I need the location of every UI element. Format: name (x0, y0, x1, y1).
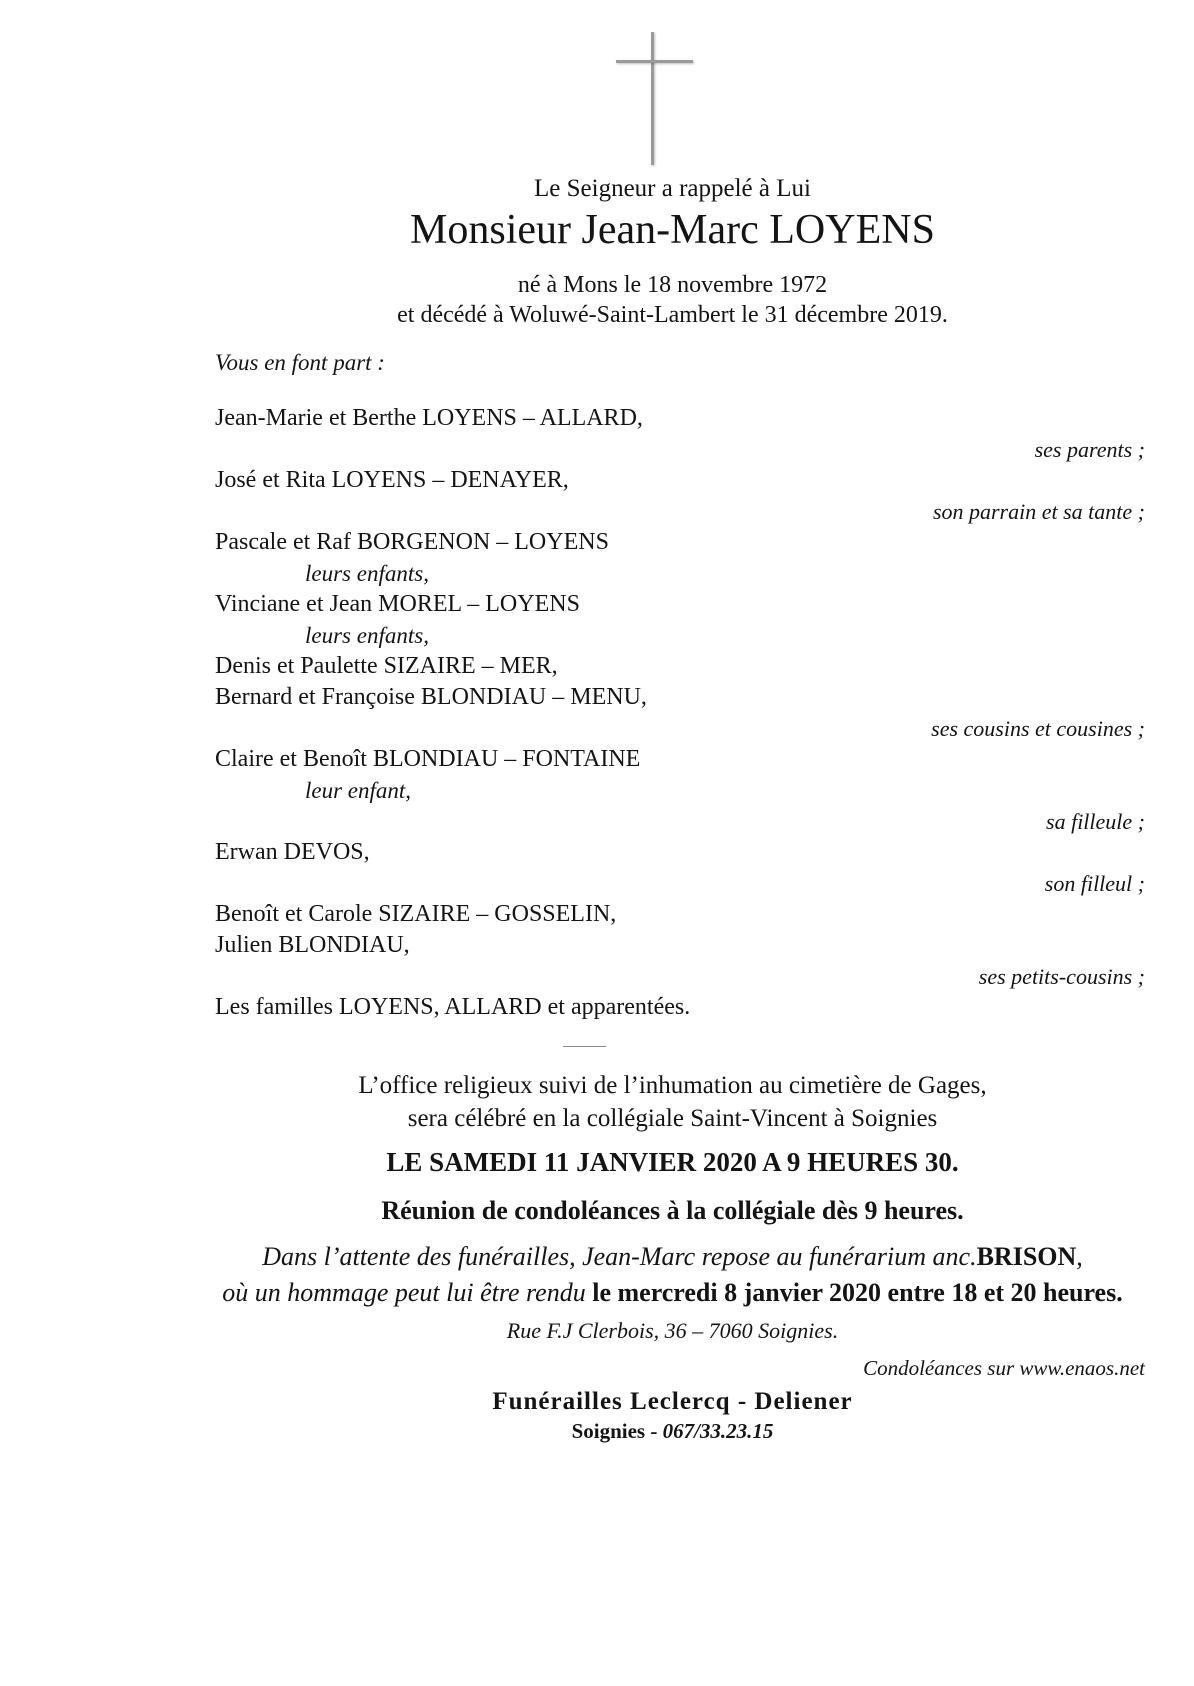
relation-label: ses cousins et cousines ; (931, 716, 1145, 741)
family-line: Denis et Paulette SIZAIRE – MER, (215, 653, 558, 679)
relation-label: son filleul ; (1044, 871, 1145, 896)
family-line: leurs enfants, (305, 561, 429, 586)
family-line: Bernard et Françoise BLONDIAU – MENU, (215, 684, 647, 710)
funeral-home-contact (215, 1419, 1130, 1444)
family-line: Les familles LOYENS, ALLARD et apparentées. (215, 994, 691, 1020)
funeral-home-city: Soignies - (571, 1419, 663, 1443)
family-list (215, 403, 1145, 1023)
family-line: leur enfant, (305, 778, 412, 803)
funeral-home-phone: 067/33.23.15 (662, 1419, 774, 1443)
family-line: Jean-Marie et Berthe LOYENS – ALLARD, (215, 405, 643, 431)
family-line: Benoît et Carole SIZAIRE – GOSSELIN, (215, 901, 617, 927)
family-line: José et Rita LOYENS – DENAYER, (215, 467, 569, 493)
family-line: leurs enfants, (305, 623, 429, 648)
family-line: Pascale et Raf BORGENON – LOYENS (215, 529, 609, 555)
funeral-home-name: Funérailles Leclercq - Deliener (492, 1388, 853, 1415)
repose-comma: , (1076, 1242, 1083, 1271)
funerarium-name: BRISON (976, 1242, 1077, 1271)
announcement-intro: Vous en font part : (215, 350, 385, 375)
office-line-1: L’office religieux suivi de l’inhumation au cimetière de Gages, (358, 1072, 987, 1099)
relation-label: ses petits-cousins ; (978, 964, 1145, 989)
cross-icon-bar (616, 60, 693, 63)
death-line: et décédé à Woluwé-Saint-Lambert le 31 décembre 2019. (397, 302, 948, 328)
family-line: Erwan DEVOS, (215, 839, 370, 865)
funerarium-address: Rue F.J Clerbois, 36 – 7060 Soignies. (506, 1318, 839, 1343)
homage-line (215, 1278, 1130, 1308)
relation-label: sa filleule ; (1046, 809, 1145, 834)
ceremony-date-line: LE SAMEDI 11 JANVIER 2020 A 9 HEURES 30. (386, 1147, 959, 1177)
relation-label: son parrain et sa tante ; (932, 499, 1145, 524)
invocation-line: Le Seigneur a rappelé à Lui (534, 175, 811, 202)
deceased-name: Monsieur Jean-Marc LOYENS (410, 207, 935, 253)
family-line: Julien BLONDIAU, (215, 932, 410, 958)
relation-label: ses parents ; (1034, 437, 1145, 462)
condolence-meeting-line: Réunion de condoléances à la collégiale dès 9 heures. (381, 1196, 964, 1225)
online-condolences-line: Condoléances sur www.enaos.net (863, 1356, 1145, 1380)
repose-text: Dans l’attente des funérailles, Jean-Marc repose au funérarium anc. (262, 1242, 977, 1271)
family-line: Vinciane et Jean MOREL – LOYENS (215, 591, 580, 617)
birth-line: né à Mons le 18 novembre 1972 (517, 272, 828, 298)
office-line-2: sera célébré en la collégiale Saint-Vincent à Soignies (407, 1105, 938, 1132)
cross-icon (651, 32, 654, 165)
homage-date: le mercredi 8 janvier 2020 entre 18 et 20 heures. (592, 1278, 1123, 1307)
family-line: Claire et Benoît BLONDIAU – FONTAINE (215, 746, 641, 772)
section-divider (563, 1046, 606, 1047)
homage-text: où un hommage peut lui être rendu (222, 1278, 593, 1307)
repose-line (215, 1242, 1130, 1272)
